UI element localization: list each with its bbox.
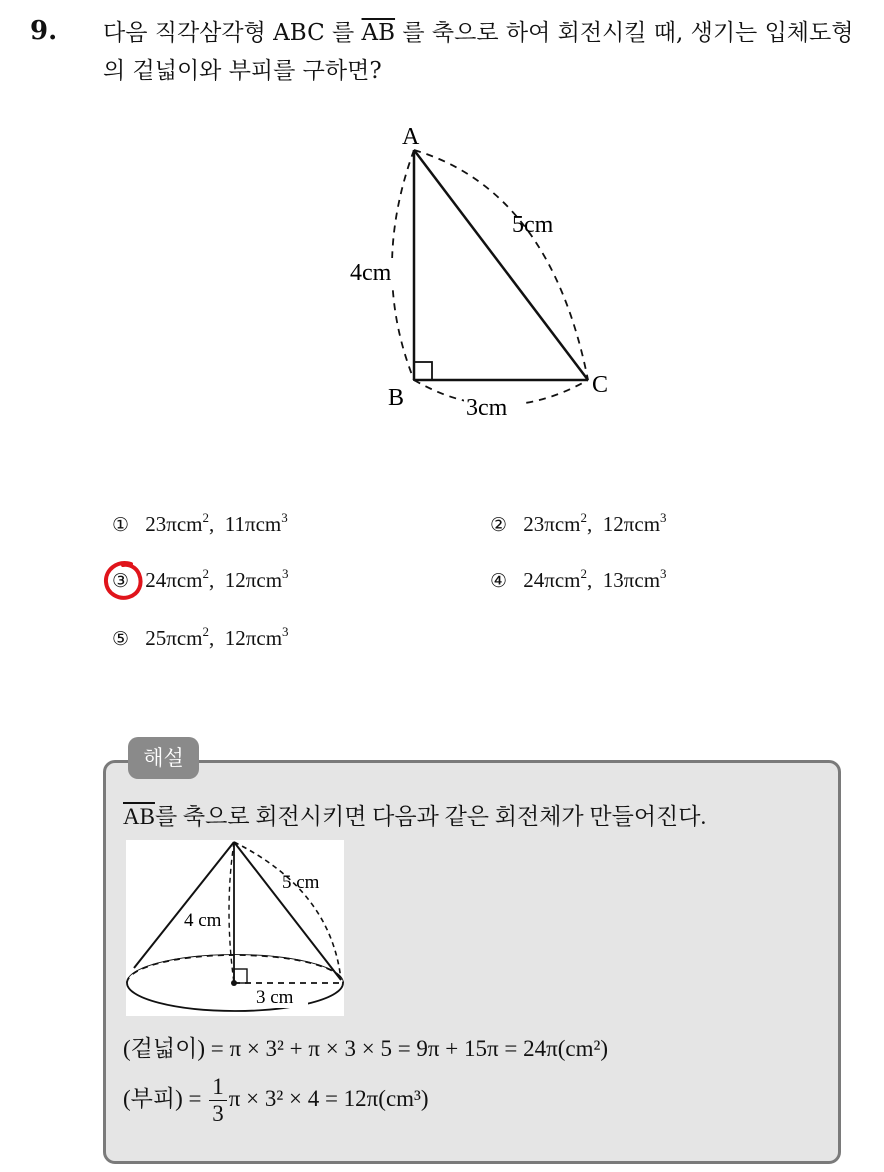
volume-fraction-denominator: 3 — [212, 1101, 224, 1126]
question-text-suffix: 를 축으로 하여 회전시킬 때, 생기는 입체도형의 겉넓이와 부피를 구하면? — [103, 20, 854, 84]
vertex-b-label: B — [388, 385, 405, 411]
answer-circle-mark — [101, 558, 147, 604]
explanation-tag: 해설 — [128, 737, 199, 779]
choice-4-area: 24πcm — [523, 568, 581, 592]
choice-5-volume: 12πcm — [224, 626, 283, 650]
choice-3-volume: 12πcm — [224, 568, 283, 592]
choice-3-area: 24πcm — [145, 568, 203, 592]
ab-length-label: 4cm — [350, 260, 392, 286]
choice-3-mark: ③ — [112, 570, 130, 592]
explanation-segment: $\overline{AB}$ — [123, 804, 155, 829]
choice-2-mark: ② — [490, 514, 508, 536]
bc-length-label: 3cm — [466, 395, 508, 421]
segment-ab: $\overline{AB}$ — [361, 20, 396, 46]
cone-slant-label: 5 cm — [282, 872, 320, 893]
explanation-intro-text: 를 축으로 회전시키면 다음과 같은 회전체가 만들어진다. — [154, 804, 707, 829]
choice-1-mark: ① — [112, 514, 130, 536]
choice-4-volume: 13πcm — [602, 568, 661, 592]
area-label: (겉넓이) — [123, 1036, 205, 1061]
cone-radius-label: 3 cm — [256, 987, 294, 1008]
cone-figure — [126, 840, 344, 1016]
vertex-c-label: C — [592, 372, 609, 398]
question-text — [103, 14, 873, 90]
surface-area-line — [123, 1030, 608, 1063]
volume-fraction-numerator: 1 — [209, 1074, 227, 1101]
choice-2-volume: 12πcm — [602, 512, 661, 536]
triangle-figure — [330, 110, 630, 430]
volume-fraction — [209, 1074, 227, 1127]
choice-5[interactable]: ⑤ 25πcm$^2$, 12πcm$^3$ — [112, 624, 289, 650]
choice-4[interactable]: ④ 24πcm$^2$, 13πcm$^3$ — [490, 566, 667, 592]
choice-5-mark: ⑤ — [112, 628, 130, 650]
explanation-intro — [123, 798, 706, 831]
choice-1-volume: 11πcm — [224, 512, 282, 536]
choice-3[interactable]: ③ 24πcm$^2$, 12πcm$^3$ — [112, 566, 289, 592]
choice-1-area: 23πcm — [145, 512, 203, 536]
volume-label: (부피) — [123, 1085, 183, 1111]
choice-5-area: 25πcm — [145, 626, 203, 650]
cone-height-label: 4 cm — [184, 910, 222, 931]
volume-formula: π × 3² × 4 = 12π(cm³) — [228, 1085, 429, 1111]
vertex-a-label: A — [402, 124, 420, 150]
volume-line: (부피) = $\frac{1}{3}$ π × 3² × 4 = 12π(cm³) — [123, 1074, 429, 1126]
ac-length-label: 5cm — [512, 212, 554, 238]
choice-4-mark: ④ — [490, 570, 508, 592]
choice-2-area: 23πcm — [523, 512, 581, 536]
choice-2[interactable]: ② 23πcm$^2$, 12πcm$^3$ — [490, 510, 667, 536]
choice-1[interactable]: ① 23πcm$^2$, 11πcm$^3$ — [112, 510, 288, 536]
question-text-prefix: 다음 직각삼각형 ABC 를 — [103, 20, 355, 46]
area-formula: = π × 3² + π × 3 × 5 = 9π + 15π = 24π(cm²) — [210, 1036, 609, 1061]
question-number: 9. — [30, 16, 58, 46]
cone-figure-panel — [126, 840, 344, 1016]
